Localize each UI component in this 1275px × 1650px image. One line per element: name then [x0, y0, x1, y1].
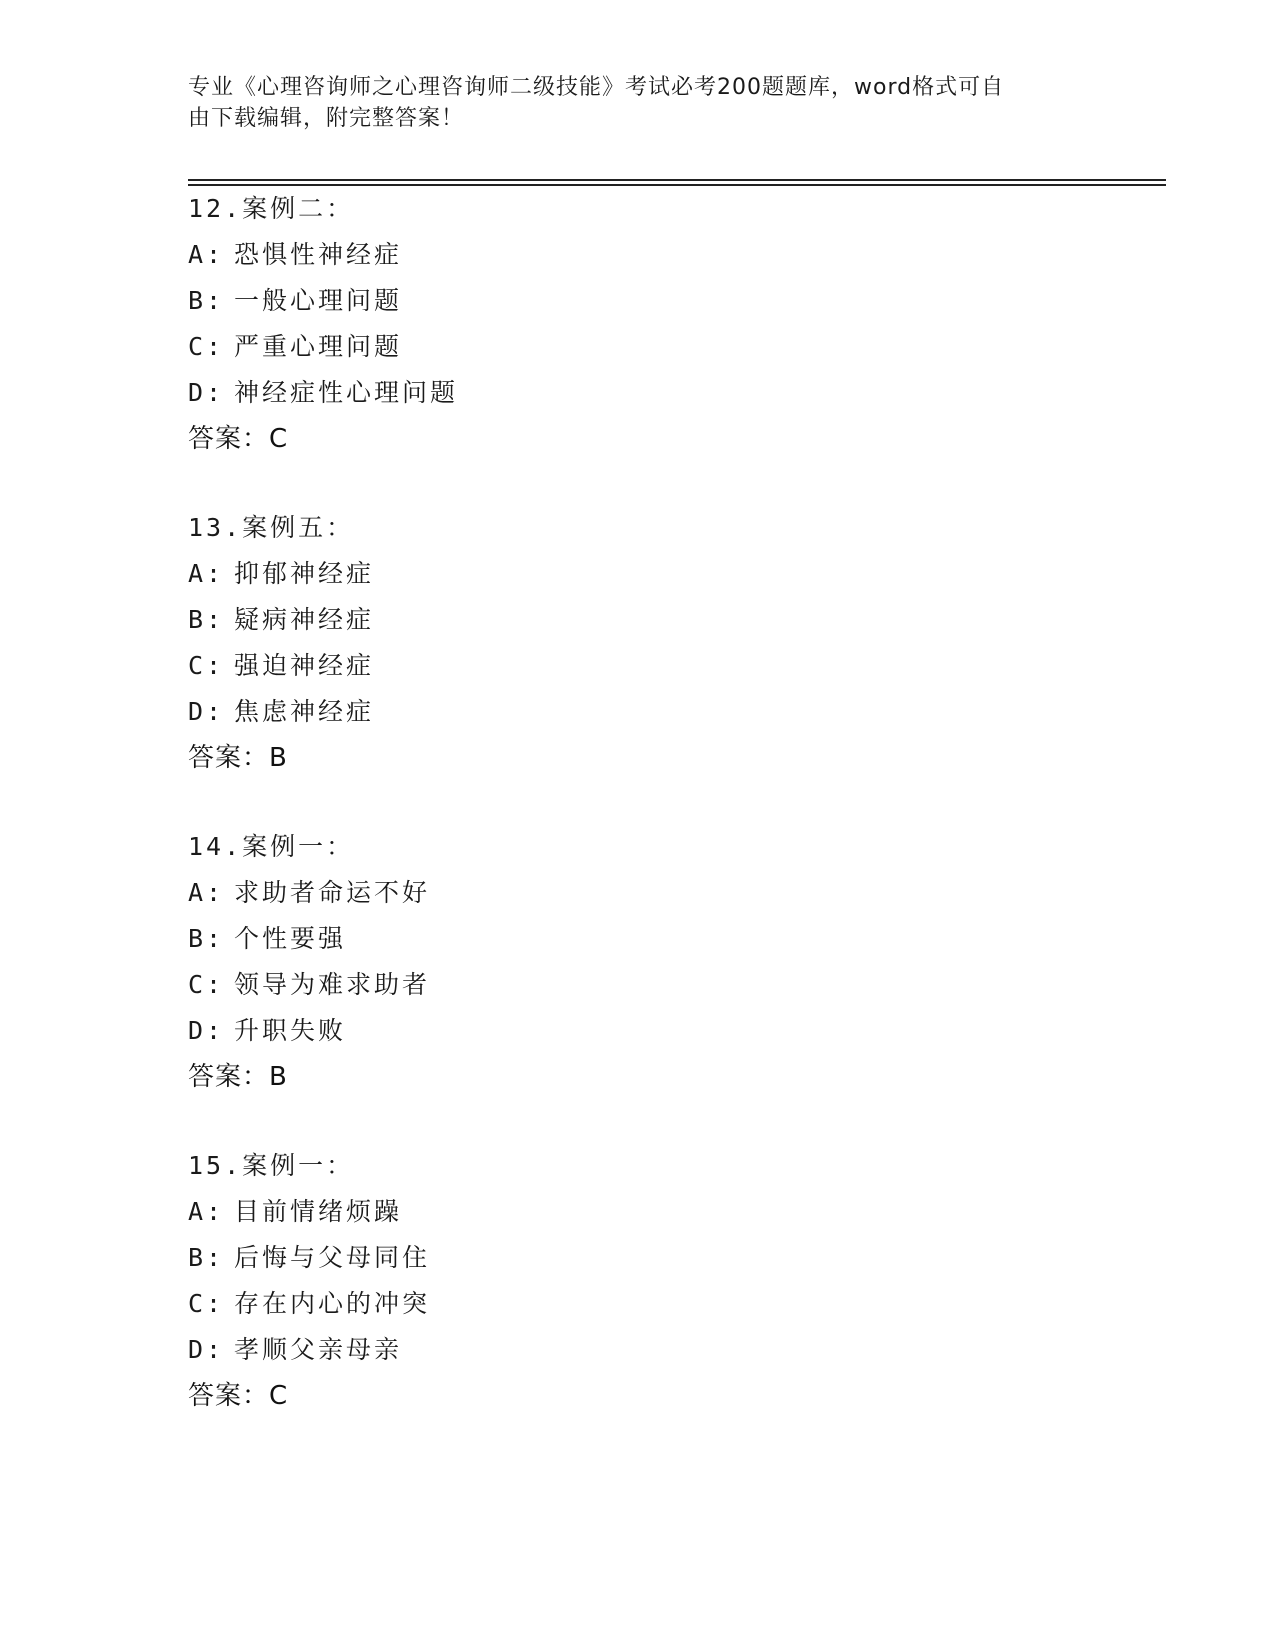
question-title: 13.案例五： [188, 513, 355, 542]
question-block [188, 824, 1088, 1100]
option-text: 领导为难求助者 [234, 970, 431, 999]
question-title: 14.案例一： [188, 832, 355, 861]
option-letter: A: [188, 878, 225, 907]
option-letter: B: [188, 286, 225, 315]
option-letter: D: [188, 697, 225, 726]
answer-line: 答案：B [188, 743, 288, 773]
option-letter: C: [188, 332, 225, 361]
option-text: 一般心理问题 [234, 286, 403, 315]
answer-line: 答案：C [188, 424, 289, 454]
option-text: 恐惧性神经症 [234, 240, 403, 269]
header-line-2: 由下载编辑，附完整答案！ [188, 106, 465, 131]
option-d [188, 370, 1088, 416]
option-a [188, 232, 1088, 278]
option-text: 抑郁神经症 [234, 559, 375, 588]
option-letter: D: [188, 378, 225, 407]
option-text: 神经症性心理问题 [234, 378, 459, 407]
option-a [188, 1189, 1088, 1235]
option-text: 求助者命运不好 [234, 878, 431, 907]
option-letter: B: [188, 605, 225, 634]
option-letter: B: [188, 924, 225, 953]
option-letter: B: [188, 1243, 225, 1272]
header-line-1: 专业《心理咨询师之心理咨询师二级技能》考试必考200题题库，word格式可自 [188, 75, 1005, 100]
question-block [188, 186, 1088, 462]
option-d [188, 689, 1088, 735]
option-text: 孝顺父亲母亲 [234, 1335, 403, 1364]
option-letter: C: [188, 651, 225, 680]
option-text: 焦虑神经症 [234, 697, 375, 726]
option-c [188, 962, 1088, 1008]
option-c [188, 643, 1088, 689]
option-text: 升职失败 [234, 1016, 347, 1045]
option-letter: C: [188, 1289, 225, 1318]
option-a [188, 551, 1088, 597]
option-text: 严重心理问题 [234, 332, 403, 361]
option-text: 个性要强 [234, 924, 347, 953]
option-c [188, 1281, 1088, 1327]
option-letter: A: [188, 240, 225, 269]
option-letter: C: [188, 970, 225, 999]
option-text: 存在内心的冲突 [234, 1289, 431, 1318]
option-d [188, 1327, 1088, 1373]
option-letter: D: [188, 1016, 225, 1045]
option-letter: D: [188, 1335, 225, 1364]
option-b [188, 278, 1088, 324]
document-header [188, 72, 1068, 134]
option-letter: A: [188, 559, 225, 588]
option-d [188, 1008, 1088, 1054]
question-block [188, 505, 1088, 781]
option-text: 疑病神经症 [234, 605, 375, 634]
question-title: 15.案例一： [188, 1151, 355, 1180]
question-block [188, 1143, 1088, 1419]
option-a [188, 870, 1088, 916]
option-b [188, 597, 1088, 643]
option-c [188, 324, 1088, 370]
answer-line: 答案：B [188, 1062, 288, 1092]
header-divider-top [188, 179, 1166, 181]
option-text: 目前情绪烦躁 [234, 1197, 403, 1226]
answer-line: 答案：C [188, 1381, 289, 1411]
option-b [188, 1235, 1088, 1281]
question-title: 12.案例二： [188, 194, 355, 223]
option-text: 强迫神经症 [234, 651, 375, 680]
option-b [188, 916, 1088, 962]
option-text: 后悔与父母同住 [234, 1243, 431, 1272]
option-letter: A: [188, 1197, 225, 1226]
